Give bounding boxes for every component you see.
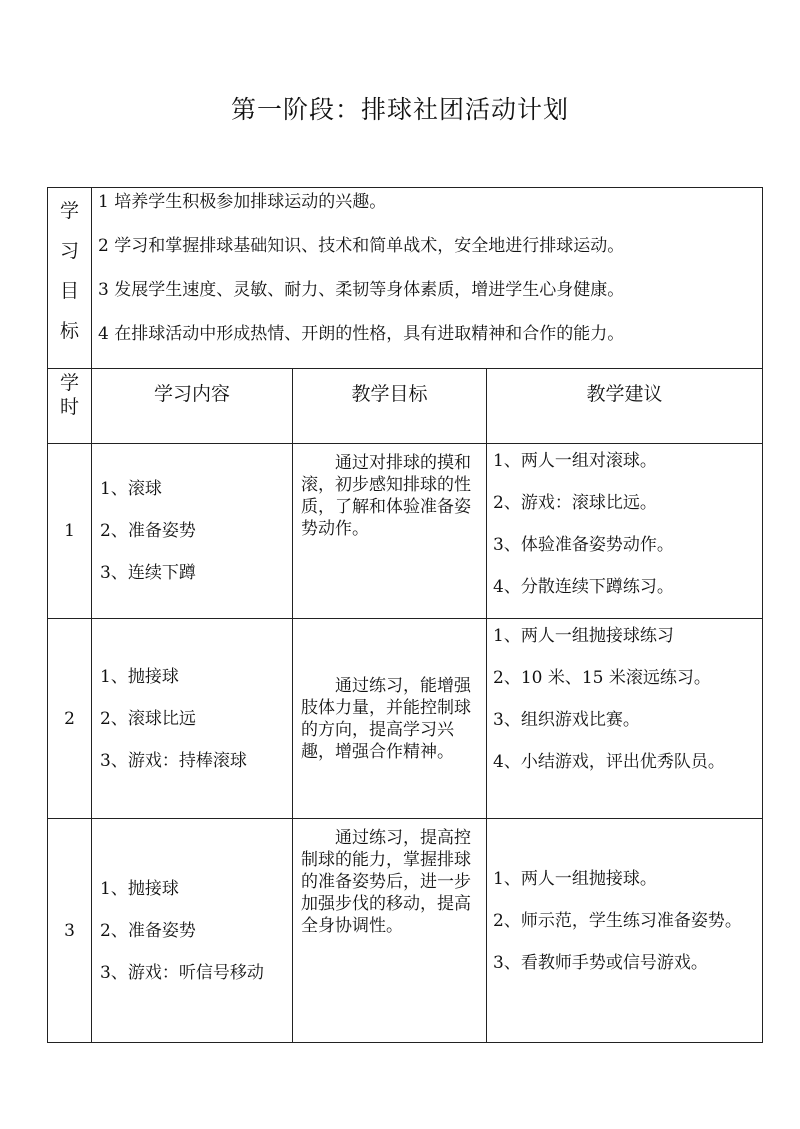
suggestion-item: 2、游戏：滚球比远。 [493,493,657,513]
content-item: 1、抛接球 [100,878,179,899]
suggestion-item: 4、分散连续下蹲练习。 [493,577,674,597]
content-item: 1、抛接球 [100,666,179,687]
content-item: 2、准备姿势 [100,920,196,941]
lesson-suggestion [487,819,763,1043]
objective-item: 2 学习和掌握排球基础知识、技术和简单战术，安全地进行排球运动。 [98,236,625,256]
side-char: 习 [59,240,79,262]
content-item: 1、滚球 [100,479,162,499]
suggestion-item: 1、两人一组抛接球。 [493,868,657,889]
lesson-goal: 通过练习，提高控制球的能力，掌握排球的准备姿势后，进一步加强步伐的移动，提高全身协调性。 [293,819,487,1043]
objective-item: 4 在排球活动中形成热情、开朗的性格，具有进取精神和合作的能力。 [98,324,625,344]
lesson-number: 3 [48,819,92,1043]
suggestion-item: 1、两人一组对滚球。 [493,451,657,471]
content-item: 2、滚球比远 [100,708,196,729]
suggestion-item: 3、组织游戏比赛。 [493,710,640,730]
objective-item: 3 发展学生速度、灵敏、耐力、柔韧等身体素质，增进学生心身健康。 [98,280,625,300]
objectives-list [92,188,763,369]
side-char: 目 [59,280,79,302]
header-row [48,369,763,444]
side-char: 学 [59,200,79,222]
header-side-label [48,369,92,444]
objectives-side-label [48,188,92,369]
lesson-content [92,819,293,1043]
side-char: 学 [59,372,79,394]
lesson-number: 1 [48,444,92,619]
table-row [48,619,763,819]
lesson-goal: 通过练习，能增强肢体力量，并能控制球的方向，提高学习兴趣，增强合作精神。 [293,619,487,819]
suggestion-item: 2、师示范，学生练习准备姿势。 [493,910,742,931]
suggestion-item: 3、看教师手势或信号游戏。 [493,952,708,973]
lesson-suggestion [487,444,763,619]
header-suggestion: 教学建议 [487,369,763,444]
page-title: 第一阶段：排球社团活动计划 [230,95,569,124]
lesson-goal: 通过对排球的摸和滚，初步感知排球的性质，了解和体验准备姿势动作。 [293,444,487,619]
suggestion-item: 3、体验准备姿势动作。 [493,535,674,555]
activity-plan-table [47,187,763,1043]
lesson-content [92,444,293,619]
table-row [48,444,763,619]
table-row [48,819,763,1043]
content-item: 3、游戏：持棒滚球 [100,750,247,771]
content-item: 3、游戏：听信号移动 [100,962,264,983]
content-item: 2、准备姿势 [100,521,196,541]
suggestion-item: 2、10 米、15 米滚远练习。 [493,668,711,688]
lesson-suggestion [487,619,763,819]
suggestion-item: 4、小结游戏，评出优秀队员。 [493,752,725,772]
header-goal: 教学目标 [293,369,487,444]
suggestion-item: 1、两人一组抛接球练习 [493,626,674,646]
lesson-content [92,619,293,819]
content-item: 3、连续下蹲 [100,563,196,583]
objectives-row [48,188,763,369]
side-char: 标 [59,320,79,342]
header-content: 学习内容 [92,369,293,444]
lesson-number: 2 [48,619,92,819]
side-char: 时 [59,396,79,418]
objective-item: 1 培养学生积极参加排球运动的兴趣。 [98,192,387,212]
